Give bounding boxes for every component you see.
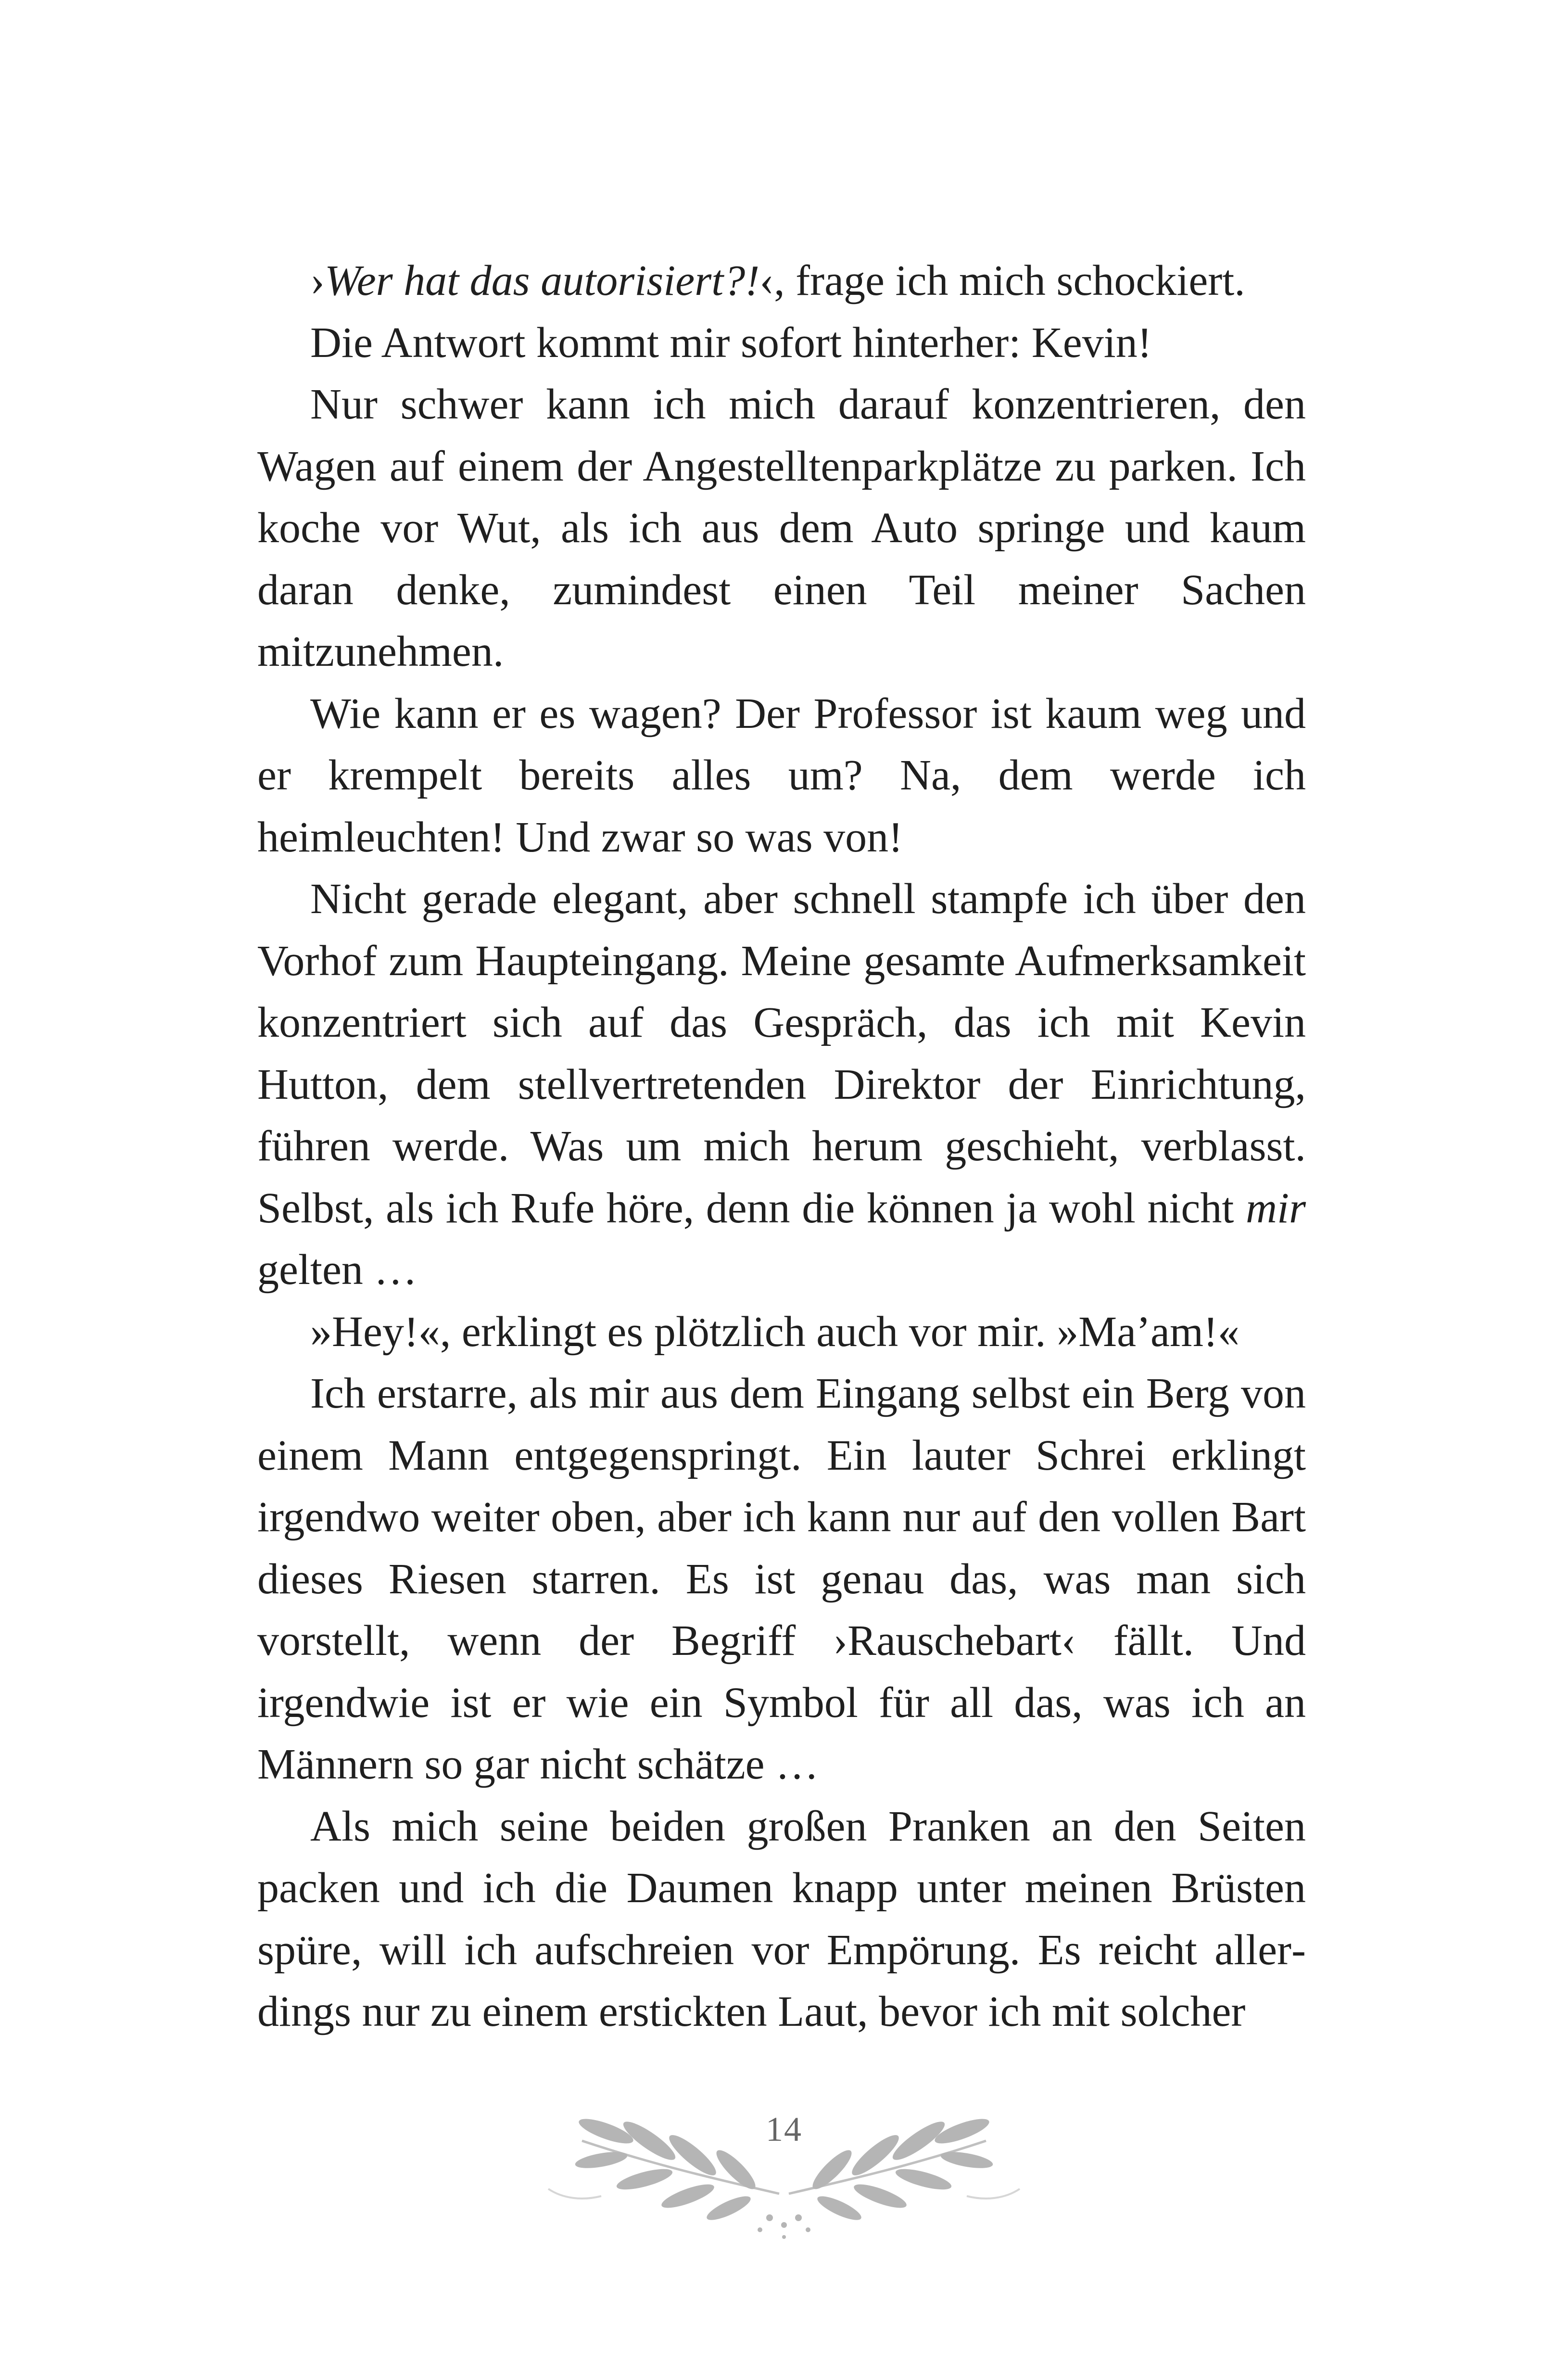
italic-text: Wer hat das autorisiert?!	[324, 257, 760, 305]
body-text	[257, 250, 1306, 2043]
text-segment: Nicht gerade elegant, aber schnell stampfe ich über den Vorhof zum Haupteingang. Meine gesamte Aufmerksamkeit konzentriert sich auf das Gespräch, das ich mit Kevin Hutton, dem stellvertretenden Direktor der Einrichtung, führen werde. Was um mich herum geschieht, verblasst. Selbst, als ich Rufe höre, denn die können ja wohl nicht	[257, 875, 1306, 1232]
text-segment: Die Antwort kommt mir sofort hinterher: Kevin!	[310, 318, 1152, 367]
text-segment: Wie kann er es wagen? Der Professor ist kaum weg und er krempelt bereits alles um? Na, dem werde ich heimleuchten! Und zwar so was von!	[257, 689, 1306, 861]
italic-text: mir	[1245, 1184, 1306, 1232]
text-segment: Nur schwer kann ich mich darauf konzentrieren, den Wagen auf einem der Angestelltenparkplätze zu parken. Ich koche vor Wut, als ich aus dem Auto springe und kaum daran denke, zumindest einen Teil meiner Sachen mitzunehmen.	[257, 381, 1306, 675]
paragraph	[257, 312, 1306, 374]
paragraph	[257, 1796, 1306, 2043]
text-segment: gelten …	[257, 1246, 417, 1294]
text-segment: ›	[310, 257, 325, 305]
paragraph	[257, 1363, 1306, 1796]
paragraph	[257, 868, 1306, 1301]
paragraph	[257, 1301, 1306, 1363]
text-segment: ‹, frage ich mich schockiert.	[759, 257, 1245, 305]
text-segment: Ich erstarre, als mir aus dem Eingang selbst ein Berg von einem Mann entgegenspringt. Ein lauter Schrei erklingt irgendwo weiter oben, aber ich kann nur auf den vollen Bart dieses Riesen starren. Es ist genau das, was man sich vorstellt, wenn der Begriff ›Rauschebart‹ fällt. Und irgendwie ist er wie ein Symbol für all das, was ich an Männern so gar nicht schätze …	[257, 1370, 1306, 1788]
paragraph	[257, 374, 1306, 683]
text-segment: Als mich seine beiden großen Pranken an den Seiten packen und ich die Daumen knapp unter meinen Brüsten spüre, will ich aufschreien vor Empörung. Es reicht allerdings nur zu einem erstickten Laut, bevor ich mit solcher	[257, 1802, 1306, 2035]
text-segment: »Hey!«, erklingt es plötzlich auch vor mir. »Ma’am!«	[310, 1308, 1239, 1356]
page-footer	[510, 2083, 1058, 2242]
paragraph	[257, 683, 1306, 869]
page-number: 14	[766, 2110, 802, 2148]
laurel-branch-icon	[510, 2083, 1058, 2242]
paragraph	[257, 250, 1306, 312]
